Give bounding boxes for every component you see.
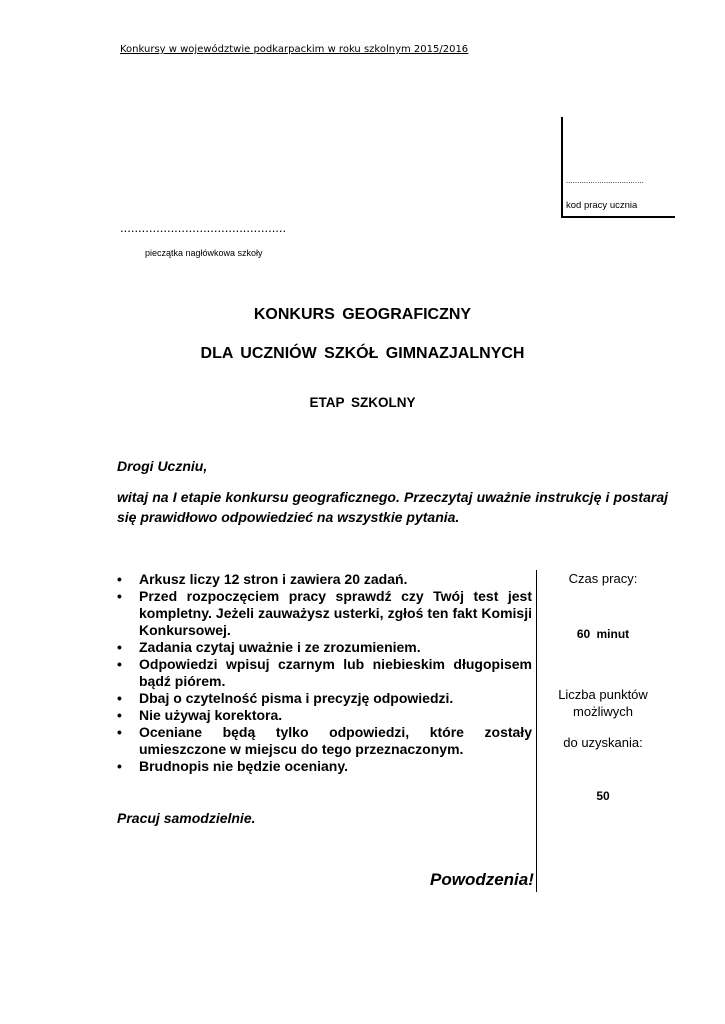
bullet-icon: • [117,639,122,655]
bullet-icon: • [117,758,122,774]
bullet-icon: • [117,571,122,587]
instructions-list [117,571,532,775]
list-item: • Przed rozpoczęciem pracy sprawdź czy Twój test jest kompletny. Jeżeli zauważysz usterki, zgłoś ten fakt Komisji Konkursowej. [117,588,532,638]
good-luck-text: Powodzenia! [430,870,534,889]
bullet-icon: • [117,690,122,706]
list-item: • Nie używaj korektora. [117,707,283,723]
contest-subtitle: DLA UCZNIÓW SZKÓŁ GIMNAZJALNYCH [200,345,525,362]
bullet-icon: • [117,588,122,604]
bullet-icon: • [117,724,122,740]
intro-paragraph: witaj na I etapie konkursu geograficznego. Przeczytaj uważnie instrukcję i postaraj się prawidłowo odpowiedzieć na wszystkie pytania. [117,489,668,525]
school-stamp-label: pieczątka nagłówkowa szkoły [145,248,263,258]
bullet-icon: • [117,707,122,723]
student-code-label: kod pracy ucznia [566,200,638,211]
contest-stage: ETAP SZKOLNY [309,395,416,410]
contest-title: KONKURS GEOGRAFICZNY [253,306,472,323]
time-value: 60 minut [576,627,630,641]
list-item: • Odpowiedzi wpisuj czarnym lub niebieskim długopisem bądź piórem. [117,656,532,689]
student-code-field: ................................... [566,176,644,185]
list-item: • Oceniane będą tylko odpowiedzi, które zostały umieszczone w miejscu do tego przeznaczonym. [117,724,532,757]
list-item: • Zadania czytaj uważnie i ze zrozumieniem. [117,639,421,655]
points-value: 50 [596,789,610,803]
list-item: • Brudnopis nie będzie oceniany. [117,758,348,774]
school-stamp-field: .............................................. [120,220,287,235]
greeting: Drogi Uczniu, [117,458,208,474]
points-label-cont: do uzyskania: [563,735,643,750]
time-label: Czas pracy: [568,571,638,586]
list-item: • Arkusz liczy 12 stron i zawiera 20 zadań. [117,571,408,587]
bullet-icon: • [117,656,122,672]
list-item: • Dbaj o czytelność pisma i precyzję odpowiedzi. [117,690,454,706]
points-label: Liczba punktów możliwych [558,687,648,719]
closing-note: Pracuj samodzielnie. [117,810,256,826]
column-divider [536,570,537,892]
header-text: Konkursy w województwie podkarpackim w roku szkolnym 2015/2016 [120,44,469,55]
